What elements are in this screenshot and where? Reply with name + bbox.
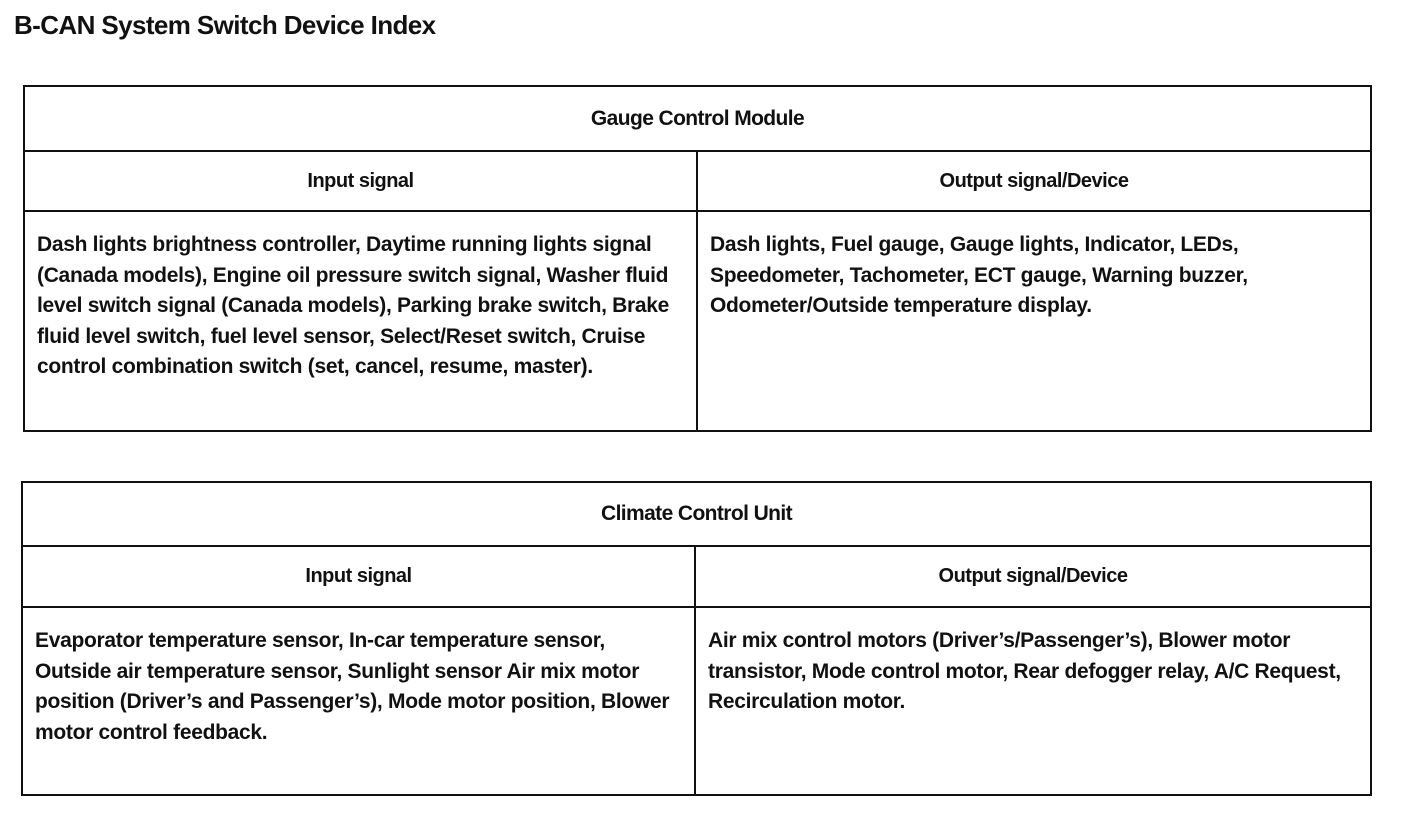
output-signal-header: Output signal/Device xyxy=(698,152,1370,212)
input-signal-header: Input signal xyxy=(25,152,698,212)
table-header: Climate Control Unit xyxy=(23,483,1370,547)
input-signal-cell: Dash lights brightness controller, Daytime running lights signal (Canada models), Engine oil pressure switch signal, Washer fluid level switch signal (Canada models), Parking brake switch, Brake fluid level switch, fuel level sensor, Select/Reset switch, Cruise control combination switch (set, cancel, resume, master). xyxy=(25,212,698,430)
output-signal-cell: Air mix control motors (Driver’s/Passenger’s), Blower motor transistor, Mode control motor, Rear defogger relay, A/C Request, Recirculation motor. xyxy=(708,629,1341,713)
climate-control-unit-table xyxy=(21,481,1372,796)
input-signal-cell: Evaporator temperature sensor, In-car temperature sensor, Outside air temperature sensor, Sunlight sensor Air mix motor position (Driver’s and Passenger’s), Mode motor position, Blower motor control feedback. xyxy=(23,608,696,794)
page-title: B-CAN System Switch Device Index xyxy=(14,10,436,40)
input-signal-header: Input signal xyxy=(23,547,696,608)
table-header: Gauge Control Module xyxy=(25,87,1370,152)
gauge-control-module-table xyxy=(23,85,1372,432)
output-signal-header: Output signal/Device xyxy=(696,547,1370,608)
output-signal-cell: Dash lights, Fuel gauge, Gauge lights, Indicator, LEDs, Speedometer, Tachometer, ECT gauge, Warning buzzer, Odometer/Outside temperature display. xyxy=(710,233,1248,317)
